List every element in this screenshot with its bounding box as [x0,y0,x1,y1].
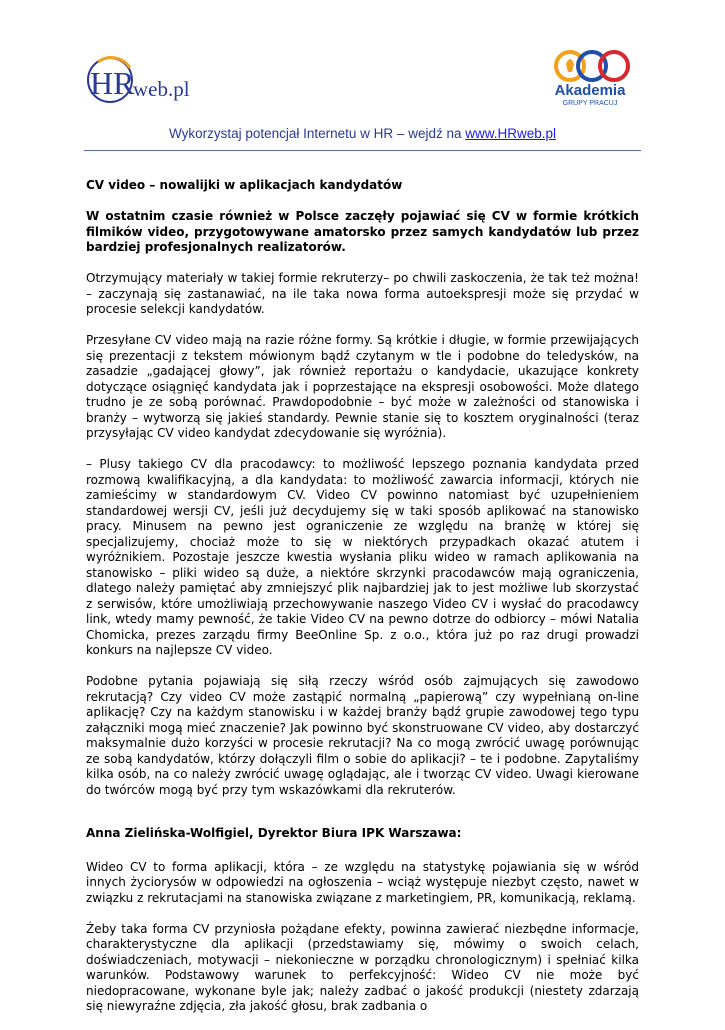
hrweb-logo[interactable] [86,52,206,116]
logo-hr-text: HR [90,65,135,101]
paragraph: Wideo CV to forma aplikacji, która – ze względu na statystykę pojawiania się w wśród innych życiorysów w odpowiedzi na ogłoszenia – wciąż występuje niezbyt często, nawet w związku z rekrutacjami na stanowiska związane z marketingiem, PR, komunikacją, reklamą. [86,859,639,905]
tagline-text: Wykorzystaj potencjał Internetu w HR – wejdź na [168,126,466,141]
section-subheading: Anna Zielińska-Wolfigiel, Dyrektor Biura IPK Warszawa: [86,826,462,840]
logo-hr-suffix: web.pl [133,77,190,101]
akademia-sub: GRUPY PRACUJ [562,100,618,107]
paragraph: Podobne pytania pojawiają się siłą rzeczy wśród osób zajmujących się zawodowo rekrutacją? Czy video CV może zastąpić normalną „papierową” czy wypełnianą on-line aplikację? Czy na każdym stanowisku i w każdej branży bądź grupie zawodowej tego typu załączniki mogą mieć znaczenie? Jak powinno być skonstruowane CV video, aby dostarczyć maksymalnie dużo korzyści w procesie rekrutacji? Na co mogą zwrócić uwagę porównując ze sobą kandydatów, którzy dołączyli film o sobie do aplikacji? – te i podobne. Zapytaliśmy kilka osób, na co należy zwrócić uwagę oglądając, ale i tworząc CV video. Uwagi kierowane do twórców mogą być przy tym wskazówkami dla rekruterów. [86,674,639,797]
article-body [86,178,639,1030]
article-title: CV video – nowalijki w aplikacjach kandydatów [86,178,403,192]
paragraph: Przesyłane CV video mają na razie różne formy. Są krótkie i długie, w formie przewijających się prezentacji z tekstem mówionym bądź czytanym w tle i podobne do teledysków, na zasadzie „gadającej głowy”, jak również reportażu o kandydacie, ukazujące konkrety dotyczące osiągnięć kandydata jak i poprzestające na ekspresji osobowości. Może dlatego trudno je ze sobą porównać. Prawdopodobnie – być może w zależności od stanowiska i branży – wytworzą się jakieś standardy. Pewnie stanie się to kosztem oryginalności (teraz przysyłając CV video kandydat zdecydowanie się wyróżnia). [86,333,639,440]
paragraph: Otrzymujący materiały w takiej formie rekruterzy– po chwili zaskoczenia, że tak też można! – zaczynają się zastanawiać, na ile taka nowa forma autoekspresji może się przydać w procesie selekcji kandydatów. [86,271,639,316]
paragraph: – Plusy takiego CV dla pracodawcy: to możliwość lepszego poznania kandydata przed rozmową kwalifikacyjną, a dla kandydata: to możliwość zawarcia informacji, których nie zamieścimy w standardowym CV. Video CV powinno natomiast być uzupełnieniem standardowej wersji CV, jeśli już decydujemy się w taki sposób aplikować na stanowisko pracy. Minusem na pewno jest ograniczenie ze względu na branżę w której się specjalizujemy, chociaż może to się w niektórych przypadkach okazać atutem i wyróżnikiem. Pozostaje jeszcze kwestia wysłania pliku wideo w ramach aplikowania na stanowisko – pliki wideo są duże, a niektóre skrzynki pracodawców mają ograniczenia, dlatego należy pamiętać aby zmniejszyć plik najbardziej jak to jest możliwe lub skorzystać z serwisów, które umożliwiają przechowywanie naszego Video CV i wysłać do pracodawcy link, wtedy mamy pewność, że takie Video CV na pewno dotrze do odbiorcy – mówi Natalia Chomicka, prezes zarządu firmy BeeOnline Sp. z o.o., która już po raz drugi prowadzi konkurs na najlepsze CV video. [86,457,639,657]
header-tagline [0,126,725,141]
hrweb-link[interactable]: www.HRweb.pl [465,126,557,141]
akademia-name: Akademia [554,82,626,99]
page-header [0,0,725,160]
header-divider [84,150,641,151]
akademia-logo[interactable] [540,46,640,112]
paragraph: Żeby taka forma CV przyniosła pożądane efekty, powinna zawierać niezbędne informacje, charakterystyczne dla aplikacji (przedstawiamy się, mówimy o swoich celach, doświadczeniach, motywacji – niekonieczne w porządku chronologicznym) i spełniać kilka warunków. Podstawowy warunek to perfekcyjność: Wideo CV nie może być niedopracowane, wykonane byle jak; należy zadbać o jakość produkcji (niestety zdarzają się niewyraźne zdjęcia, zła jakość głosu, brak zadbania o [86,921,639,1013]
article-lead: W ostatnim czasie również w Polsce zaczęły pojawiać się CV w formie krótkich filmików video, przygotowywane amatorsko przez samych kandydatów lub przez bardziej profesjonalnych realizatorów. [86,209,639,254]
